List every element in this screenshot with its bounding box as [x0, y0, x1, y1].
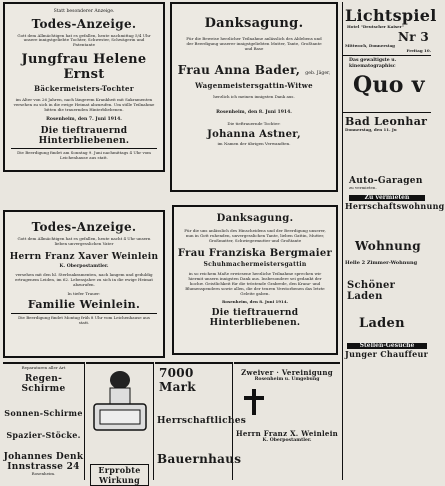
notice-title: Danksagung. [216, 213, 294, 224]
lichtspiel-title: Lichtspiel [345, 6, 437, 25]
signature-post: im Namen der übrigen Verwandten. [217, 140, 291, 146]
garage-title: Auto-Garagen [349, 176, 423, 187]
deceased-name-line [172, 59, 336, 78]
spacer [343, 211, 431, 239]
thanks-line: herzlich ich meinen innigsten Dank aus. [213, 94, 295, 100]
notice-intro: Gott dem Allmächtigen hat es gefallen, heute nacht 4 Uhr unsern lieben unvergesslichen Vater [17, 236, 151, 246]
umbrella-ad [3, 362, 85, 480]
obituary-weinlein [3, 210, 165, 358]
zimmer-title: Helle 2 Zimmer-Wohnung [345, 259, 418, 266]
signature-pre: Die tieftrauernde Tochter: [227, 120, 281, 126]
association-notice [234, 362, 340, 480]
place-date: Rosenheim, den 8. Juni 1914. [216, 110, 292, 116]
notice-body: im Alter von 26 Jahren, nach längerem Krankheit mit Sakramenten versehen zu sich in die ewige Heimat abzurufen. Um stille Teilnahme bitten die trauernden Hinterbliebenen. [13, 96, 155, 112]
product-illustration [86, 364, 154, 444]
deceased-name-extra: geb. Jäger, [305, 71, 331, 77]
spacer [343, 132, 431, 176]
laden-title: Schöner Laden [347, 280, 396, 303]
erprobte-wirkung: Erprobte Wirkung [90, 464, 149, 486]
property-ads [155, 362, 247, 480]
vermieten-bar: Zu vermieten [349, 195, 425, 201]
program-number: Nr 3 [397, 29, 429, 44]
cross-icon [244, 389, 264, 415]
deceased-name: Frau Franziska Bergmaier [177, 248, 333, 260]
thanks-anna-bader [170, 2, 338, 192]
deceased-name: Jungfrau Helene Ernst [21, 51, 147, 82]
spacer [343, 302, 431, 316]
signature-pre: In tiefer Trauer: [67, 290, 101, 296]
bauernhaus-title: Bauernhaus [157, 452, 242, 466]
hotel-name: Hotel "Deutscher Kaiser" [347, 24, 404, 29]
notice-top-line: Statt besonderer Anzeige. [53, 9, 115, 14]
film-title: Quo v [353, 71, 425, 98]
bad-leonhard: Bad Leonhar [345, 114, 428, 128]
notice-title: Danksagung. [204, 16, 304, 31]
place-date: Rosenheim, den 8. Juni 1914. [221, 299, 289, 305]
notice-body: Für die Beweise herzlicher Teilnahme anlässlich des Ablebens und der Beerdigung unserer innigstgeliebten Mutter, Tante, Großtante und Base [186, 36, 322, 51]
tagline: Das gewaltigste u. [349, 58, 397, 64]
herrschaft-title: Herrschaftliches [157, 416, 247, 426]
signature-name: Johanna Astner, [207, 128, 301, 140]
garage-sub: zu vermieten. [349, 185, 377, 191]
obituary-helene-ernst [3, 2, 165, 172]
funeral-note: Die Beerdigung findet Montag früh 8 Uhr vom Leichenhause aus statt. [18, 315, 150, 326]
divider [343, 55, 431, 56]
signature-family: Familie Weinlein. [27, 298, 141, 312]
divider [11, 313, 157, 314]
bad-date: Donnerstag, den 11. Ju [345, 126, 397, 132]
sun-umbrellas: Sonnen-Schirme [4, 407, 83, 418]
repair-note: Reparaturen aller Art [21, 365, 66, 370]
thanks-bergmaier [172, 205, 338, 355]
rain-umbrellas: Regen-Schirme [21, 373, 66, 394]
shop-city: Rosenheim. [31, 470, 56, 476]
association-title: Zweiver · Vereinigung [241, 368, 333, 377]
chauffeur-title: Junger Chauffeur [345, 348, 429, 359]
notice-body: Für die uns anlässlich des Hinscheidens und der Beerdigung unserer, nun in Gott ruhenden, unvergesslichen Tante, lieben Gattin, Mutter, Großmutter, Schwiegermutter und Großtante [184, 228, 326, 243]
member-role: K. Oberpostamtler. [262, 437, 312, 443]
stellen-bar: Stellen-Gesuche [347, 343, 427, 349]
deceased-name: Herrn Franz Xaver Weinlein [9, 251, 159, 262]
notice-body: versehen mit den hl. Sterbsakramenten, nach langem und geduldig ertragenem Leiden, im 62. Lebensjahre zu sich in die ewige Heimat abzurufen. [15, 272, 153, 287]
signature: Die tieftrauernd Hinterbliebenen. [38, 125, 130, 146]
deceased-role: Bäckermeisters-Tochter [34, 83, 134, 93]
shop-name: Johannes Denk [3, 451, 84, 462]
right-ad-column [342, 2, 445, 480]
mark-amount: 7000 Mark [159, 366, 196, 394]
place-date: Rosenheim, den 7. Juni 1914. [46, 117, 122, 123]
deceased-role: K. Oberpostamtler. [59, 263, 109, 269]
notice-body-2: in so reichem Maße erwiesene herzliche Teilnahme sprechen wir hiermit unsern innigsten Dank aus. Insbesondere sei gedankt der hochw. Geistlichkeit für die tröstende Grabrede, den Kranz- und Blumenspendern sowie allen, die der teuren Verstorbenen das letzte Geleite gaben. [185, 271, 325, 296]
divider [343, 112, 431, 113]
show-days: Mittwoch, Donnerstag [345, 42, 395, 48]
spacer [155, 426, 232, 452]
deceased-role: Wagenmeistersgattin-Witwe [195, 81, 313, 91]
tagline-2: kinematographisc [349, 63, 396, 69]
member-name: Herrn Franz X. Weinlein [235, 428, 339, 438]
divider [11, 148, 157, 149]
notice-intro: Gott dem Allmächtigen hat es gefallen, heute nachmittag 5/4 Uhr unsere innigstgeliebte Tochter, Schwester, Schwägerin und Patentante [17, 32, 151, 48]
signature: Die tieftrauernd Hinterbliebenen. [209, 308, 301, 329]
deceased-name: Frau Anna Bader, [177, 63, 301, 78]
product-ad [86, 362, 154, 485]
shop-address: Innstrasse 24 [7, 461, 80, 472]
wohnung-title: Wohnung [355, 238, 421, 253]
notice-title: Todes-Anzeige. [31, 16, 137, 31]
show-days-2: Freitag 10. [406, 47, 431, 53]
association-sub: Rosenheim u. Umgebung [254, 377, 320, 382]
deceased-role: Schuhmachermeistersgattin [203, 261, 307, 269]
spacer [343, 266, 431, 280]
spacer [155, 394, 232, 416]
notice-title: Todes-Anzeige. [31, 220, 137, 234]
herrschaft-title: Herrschaftswohnung [345, 200, 445, 211]
walking-sticks: Spazier-Stöcke. [6, 429, 81, 440]
funeral-note: Die Beerdigung findet am Sonntag 9. Juni nachmittags 4 Uhr vom Leichenhause aus statt. [17, 149, 151, 160]
laden2-title: Laden [359, 316, 405, 332]
